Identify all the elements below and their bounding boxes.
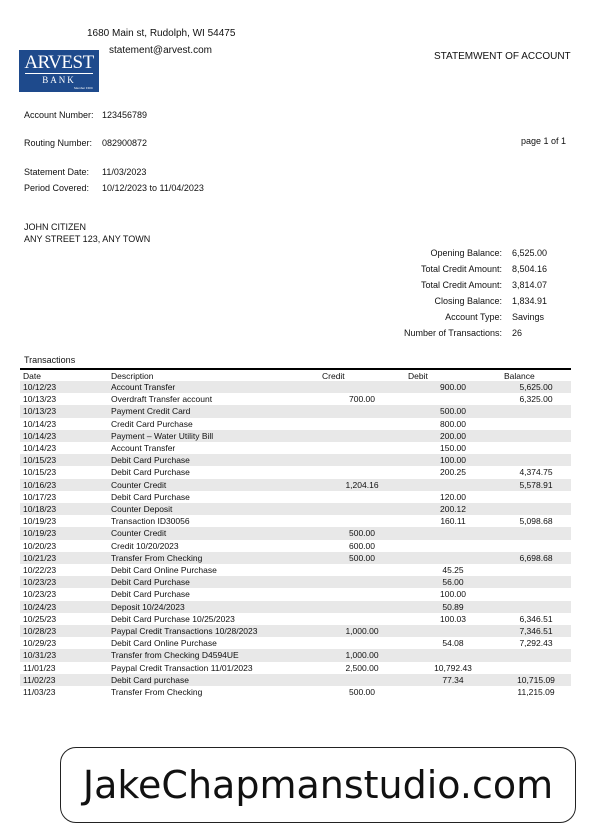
statement-title: STATEMWENT OF ACCOUNT	[434, 51, 571, 62]
cell-date: 10/25/23	[23, 613, 57, 624]
watermark-banner: JakeChapmanstudio.com	[60, 747, 576, 823]
table-row	[20, 588, 571, 600]
cell-balance	[501, 540, 571, 552]
cell-debit	[405, 540, 501, 552]
cell-date: 10/12/23	[20, 381, 108, 393]
cell-description: Credit Card Purchase	[111, 418, 193, 429]
cell-description: Debit Card Purchase 10/25/2023	[111, 613, 235, 624]
cell-description: Counter Deposit	[108, 503, 319, 515]
summary-label: Opening Balance:	[430, 248, 502, 258]
cell-debit	[405, 649, 501, 661]
bank-email: statement@arvest.com	[109, 45, 212, 56]
cell-date: 10/23/23	[20, 576, 108, 588]
cell-balance	[501, 442, 571, 454]
bank-logo: ARVEST BANK Member FDIC	[19, 50, 99, 92]
cell-credit: 500.00	[349, 687, 375, 698]
cell-date: 10/17/23	[23, 491, 57, 502]
table-row	[20, 601, 571, 613]
table-row	[20, 503, 571, 515]
cell-description: Payment – Water Utility Bill	[108, 430, 319, 442]
table-row	[20, 393, 571, 405]
cell-description: Transaction ID30056	[111, 516, 190, 527]
cell-debit: 54.08	[442, 638, 464, 649]
cell-debit	[405, 479, 501, 491]
routing-number-value: 082900872	[102, 138, 148, 148]
table-row	[20, 466, 571, 478]
table-row	[20, 442, 571, 454]
header-description: Description	[108, 369, 319, 381]
cell-balance: 6,346.51	[519, 613, 553, 624]
cell-date: 10/13/23	[20, 405, 108, 417]
header-credit: Credit	[319, 369, 405, 381]
cell-balance	[501, 564, 571, 576]
cell-credit	[319, 442, 405, 454]
cell-credit	[319, 674, 405, 686]
cell-balance	[501, 430, 571, 442]
cell-balance: 5,578.91	[501, 479, 571, 491]
cell-debit: 800.00	[440, 418, 466, 429]
cell-credit	[319, 637, 405, 649]
table-row	[20, 430, 571, 442]
summary-value: 3,814.07	[512, 280, 548, 290]
cell-credit	[319, 466, 405, 478]
cell-credit	[319, 430, 405, 442]
table-row	[20, 576, 571, 588]
summary-label: Account Type:	[445, 312, 502, 322]
table-row	[20, 686, 571, 698]
cell-date: 11/02/23	[20, 674, 108, 686]
statement-date-label: Statement Date:	[24, 167, 90, 177]
cell-balance: 4,374.75	[519, 467, 553, 478]
table-row	[20, 613, 571, 625]
cell-debit: 120.00	[440, 491, 466, 502]
table-row	[20, 479, 571, 491]
cell-balance: 11,215.09	[517, 687, 555, 698]
cell-balance	[501, 588, 571, 600]
table-row	[20, 674, 571, 686]
summary-value: 26	[512, 328, 523, 338]
table-row	[20, 491, 571, 503]
cell-balance	[501, 491, 571, 503]
cell-debit: 160.11	[440, 516, 466, 527]
table-row	[20, 637, 571, 649]
cell-date: 10/15/23	[23, 467, 57, 478]
cell-balance: 7,346.51	[501, 625, 571, 637]
cell-debit: 900.00	[405, 381, 501, 393]
header-debit: Debit	[405, 369, 501, 381]
cell-balance: 5,098.68	[519, 516, 553, 527]
cell-credit: 2,500.00	[345, 662, 379, 673]
table-row	[20, 649, 571, 661]
cell-balance	[501, 601, 571, 613]
cell-balance	[501, 503, 571, 515]
table-row	[20, 552, 571, 564]
cell-date: 10/20/23	[23, 540, 57, 551]
cell-date: 10/31/23	[20, 649, 108, 661]
cell-description: Paypal Credit Transaction 11/01/2023	[111, 662, 253, 673]
summary-label: Closing Balance:	[434, 296, 502, 306]
cell-debit	[405, 686, 501, 698]
table-row	[20, 527, 571, 539]
cell-date: 11/03/23	[23, 687, 56, 698]
cell-description: Overdraft Transfer account	[111, 394, 213, 405]
cell-description: Debit Card Purchase	[111, 589, 190, 600]
cell-debit	[405, 393, 501, 405]
summary-value: 1,834.91	[512, 296, 548, 306]
cell-debit: 45.25	[442, 565, 464, 576]
cell-date: 10/21/23	[20, 552, 108, 564]
statement-date-value: 11/03/2023	[102, 167, 147, 177]
cell-credit	[319, 564, 405, 576]
cell-description: Account Transfer	[111, 443, 176, 454]
cell-debit: 100.00	[405, 454, 501, 466]
cell-description: Debit Card Online Purchase	[111, 638, 217, 649]
cell-date: 10/29/23	[23, 638, 57, 649]
cell-date: 10/13/23	[23, 394, 57, 405]
cell-date: 10/16/23	[20, 479, 108, 491]
cell-date: 10/24/23	[20, 601, 108, 613]
summary-value: Savings	[512, 312, 545, 322]
cell-description: Debit Card Purchase	[111, 491, 190, 502]
cell-credit	[319, 491, 405, 503]
cell-debit	[405, 527, 501, 539]
account-number-label: Account Number:	[24, 110, 94, 120]
summary-label: Total Credit Amount:	[420, 264, 502, 274]
cell-debit: 56.00	[405, 576, 501, 588]
summary-label: Total Credit Amount:	[420, 280, 502, 290]
cell-credit	[319, 576, 405, 588]
cell-debit	[405, 552, 501, 564]
cell-description: Debit Card purchase	[108, 674, 319, 686]
cell-date: 10/19/23	[23, 516, 57, 527]
cell-balance: 5,625.00	[501, 381, 571, 393]
account-number-value: 123456789	[102, 110, 148, 120]
cell-date: 10/28/23	[20, 625, 108, 637]
cell-credit: 1,204.16	[319, 479, 405, 491]
cell-debit: 10,792.43	[434, 662, 472, 673]
cell-description: Credit 10/20/2023	[111, 540, 179, 551]
table-row	[20, 454, 571, 466]
table-row	[20, 381, 571, 393]
cell-credit	[319, 601, 405, 613]
summary-value: 8,504.16	[512, 264, 548, 274]
cell-balance: 6,325.00	[519, 394, 553, 405]
cell-balance: 10,715.09	[501, 674, 571, 686]
cell-description: Deposit 10/24/2023	[108, 601, 319, 613]
table-row	[20, 515, 571, 527]
cell-balance	[501, 405, 571, 417]
cell-credit	[319, 405, 405, 417]
cell-credit: 500.00	[319, 552, 405, 564]
cell-credit	[319, 381, 405, 393]
table-row	[20, 564, 571, 576]
cell-description: Debit Card Purchase	[108, 454, 319, 466]
cell-description: Counter Credit	[108, 479, 319, 491]
cell-description: Transfer From Checking	[108, 552, 319, 564]
cell-date: 11/01/23	[23, 662, 56, 673]
cell-description: Debit Card Purchase	[108, 576, 319, 588]
period-value: 10/12/2023 to 11/04/2023	[102, 183, 204, 193]
cell-debit	[405, 625, 501, 637]
cell-balance	[501, 454, 571, 466]
cell-date: 10/14/23	[20, 430, 108, 442]
cell-balance	[501, 649, 571, 661]
table-row	[20, 418, 571, 430]
table-row	[20, 540, 571, 552]
cell-description: Payment Credit Card	[108, 405, 319, 417]
header-balance: Balance	[501, 369, 571, 381]
transactions-table	[20, 368, 571, 698]
cell-debit: 200.25	[440, 467, 466, 478]
page-info: page 1 of 1	[521, 136, 567, 146]
cell-description: Account Transfer	[108, 381, 319, 393]
cell-credit	[319, 418, 405, 430]
cell-date: 10/14/23	[23, 443, 57, 454]
cell-credit: 600.00	[349, 540, 375, 551]
header-date: Date	[20, 369, 108, 381]
cell-debit: 150.00	[440, 443, 466, 454]
transactions-title: Transactions	[24, 355, 76, 365]
cell-debit: 100.00	[440, 589, 466, 600]
cell-balance: 7,292.43	[519, 638, 553, 649]
cell-credit	[319, 503, 405, 515]
cell-date: 10/15/23	[20, 454, 108, 466]
cell-date: 10/19/23	[20, 527, 108, 539]
summary-label: Number of Transactions:	[403, 328, 502, 338]
cell-credit: 1,000.00	[319, 625, 405, 637]
cell-debit: 200.00	[405, 430, 501, 442]
cell-description: Transfer From Checking	[111, 687, 203, 698]
cell-date: 10/23/23	[23, 589, 57, 600]
cell-date: 10/22/23	[23, 565, 57, 576]
cell-credit: 700.00	[349, 394, 375, 405]
table-row	[20, 405, 571, 417]
cell-balance	[501, 418, 571, 430]
cell-credit: 500.00	[319, 527, 405, 539]
table-row	[20, 625, 571, 637]
cell-description: Counter Credit	[108, 527, 319, 539]
cell-debit: 50.89	[405, 601, 501, 613]
cell-credit: 1,000.00	[319, 649, 405, 661]
cell-description: Debit Card Purchase	[111, 467, 190, 478]
cell-credit	[319, 454, 405, 466]
cell-credit	[319, 613, 405, 625]
routing-number-label: Routing Number:	[24, 138, 93, 148]
cell-debit: 200.12	[405, 503, 501, 515]
cell-credit	[319, 588, 405, 600]
table-row	[20, 662, 571, 674]
cell-balance	[501, 576, 571, 588]
cell-credit	[319, 515, 405, 527]
summary-value: 6,525.00	[512, 248, 548, 258]
cell-date: 10/14/23	[23, 418, 57, 429]
bank-address: 1680 Main st, Rudolph, WI 54475	[87, 28, 236, 39]
table-header-row	[20, 369, 571, 381]
cell-description: Transfer from Checking D4594UE	[108, 649, 319, 661]
cell-debit: 77.34	[405, 674, 501, 686]
cell-balance: 6,698.68	[501, 552, 571, 564]
cell-description: Paypal Credit Transactions 10/28/2023	[108, 625, 319, 637]
cell-debit: 500.00	[405, 405, 501, 417]
cell-date: 10/18/23	[20, 503, 108, 515]
cell-description: Debit Card Online Purchase	[111, 565, 217, 576]
cell-debit: 100.03	[440, 613, 466, 624]
cell-balance	[501, 527, 571, 539]
customer-address: ANY STREET 123, ANY TOWN	[24, 234, 151, 244]
period-label: Period Covered:	[24, 183, 90, 193]
cell-balance	[501, 662, 571, 674]
customer-name: JOHN CITIZEN	[24, 222, 86, 232]
